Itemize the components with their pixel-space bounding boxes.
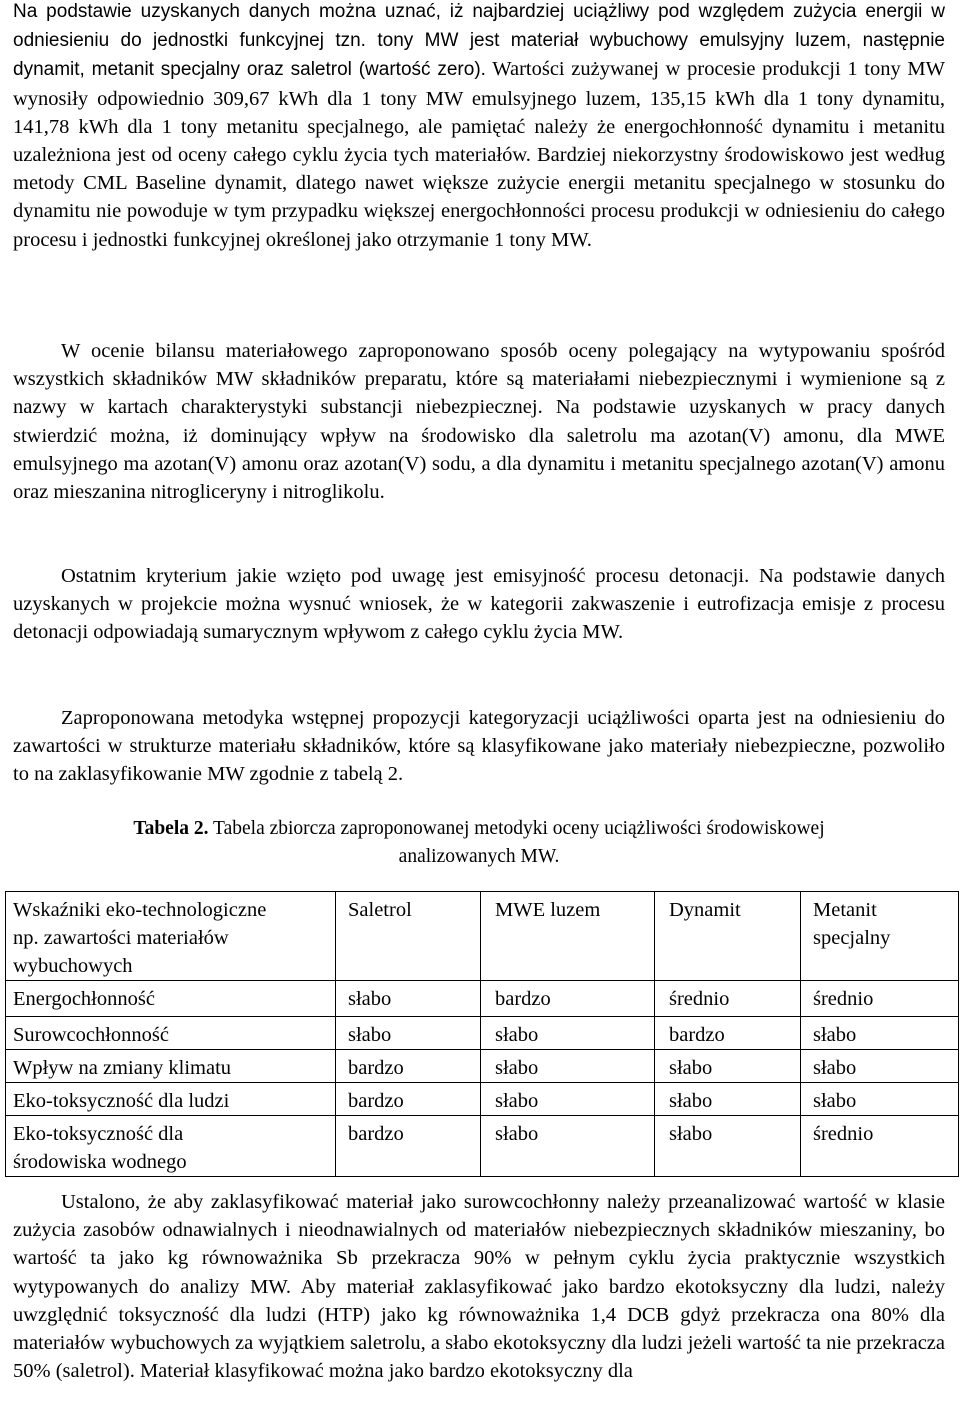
header-dynamit: Dynamit — [655, 892, 801, 981]
header-indicators-line2: np. zawartości materiałów — [13, 927, 229, 949]
table-row — [6, 1050, 959, 1083]
cell-metanit: średnio — [801, 1116, 959, 1177]
row-label: Wpływ na zmiany klimatu — [6, 1050, 336, 1083]
table-row — [6, 981, 959, 1017]
cell-dynamit: słabo — [655, 1116, 801, 1177]
cell-dynamit: średnio — [655, 981, 801, 1017]
table-caption — [13, 815, 945, 871]
cell-mwe: słabo — [481, 1116, 655, 1177]
paragraph-classification: Ustalono, że aby zaklasyfikować materiał jako surowcochłonny należy przeanalizować wartość w klasie zużycia zasobów odnawialnych i nieodnawialnych od materiałów niebezpiecznych składników mieszaniny, bo wartość ta jako kg równoważnika Sb przekracza 90% w pełnym cyklu życia praktycznie wszystkich wytypowanych do analizy MW. Aby materiał zaklasyfikować jako bardzo ekotoksyczny dla ludzi, należy uwzględnić toksyczność dla ludzi (HTP) jako kg równoważnika 1,4 DCB gdyż przekracza ona 80% dla materiałów wybuchowych za wyjątkiem saletrolu, a słabo ekotoksyczny dla ludzi jeżeli wartość ta nie przekracza 50% (saletrol). Materiał klasyfikować można jako bardzo ekotoksyczny dla — [13, 1191, 945, 1383]
header-indicators — [6, 892, 336, 981]
paragraph-energy — [13, 0, 945, 254]
table-caption-line2: analizowanych MW. — [398, 846, 560, 867]
header-mwe: MWE luzem — [481, 892, 655, 981]
cell-metanit: słabo — [801, 1050, 959, 1083]
cell-metanit: słabo — [801, 1083, 959, 1116]
header-indicators-line3: wybuchowych — [13, 955, 133, 977]
table-row — [6, 1116, 959, 1177]
cell-dynamit: bardzo — [655, 1017, 801, 1050]
table-caption-text: Tabela zbiorcza zaproponowanej metodyki oceny uciążliwości środowiskowej — [208, 818, 825, 839]
header-saletrol: Saletrol — [336, 892, 481, 981]
cell-metanit: średnio — [801, 981, 959, 1017]
cell-saletrol: słabo — [336, 981, 481, 1017]
table-row — [6, 1017, 959, 1050]
table-header-row — [6, 892, 959, 981]
paragraph-material-balance: W ocenie bilansu materiałowego zaproponowano sposób oceny polegający na wytypowaniu spośród wszystkich składników MW składników preparatu, które są materiałami niebezpiecznymi i wymienione są z nazwy w kartach charakterystyki substancji niebezpiecznej. Na podstawie uzyskanych w pracy danych stwierdzić można, iż dominujący wpływ na środowisko dla saletrolu ma azotan(V) amonu, dla MWE emulsyjnego ma azotan(V) amonu oraz azotan(V) sodu, a dla dynamitu i metanitu specjalnego azotan(V) amonu oraz mieszanina nitrogliceryny i nitroglikolu. — [13, 340, 945, 504]
row-label: Eko-toksyczność dla ludzi — [6, 1083, 336, 1116]
row-label: Surowcochłonność — [6, 1017, 336, 1050]
table-caption-line1 — [13, 815, 945, 843]
table-caption-label: Tabela 2. — [133, 818, 209, 839]
header-metanit-line2: specjalny — [813, 927, 891, 949]
cell-saletrol: bardzo — [336, 1050, 481, 1083]
header-indicators-line1: Wskaźniki eko-technologiczne — [13, 899, 267, 921]
paragraph-detonation: Ostatnim kryterium jakie wzięto pod uwagę jest emisyjność procesu detonacji. Na podstawie danych uzyskanych w projekcie można wysnuć wniosek, że w kategorii zakwaszenie i eutrofizacja emisje z procesu detonacji odpowiadają sumarycznym wpływom z całego cyklu życia MW. — [13, 565, 945, 644]
cell-mwe: bardzo — [481, 981, 655, 1017]
summary-table — [5, 891, 959, 1177]
paragraph-energy-part1: Na podstawie uzyskanych danych można uznać, iż najbardziej uciążliwy pod względem zużycia energii w odniesieniu do jednostki funkcyjnej tzn. tony MW jest materiał wybuchowy emulsyjny luzem, następnie dynamit, metanit specjalny oraz saletrol (wartość zero). — [13, 1, 945, 81]
row-label — [6, 1116, 336, 1177]
cell-saletrol: słabo — [336, 1017, 481, 1050]
row-label-line2: środowiska wodnego — [13, 1151, 187, 1173]
table-row — [6, 1083, 959, 1116]
header-metanit-line1: Metanit — [813, 899, 877, 921]
paragraph-methodology: Zaproponowana metodyka wstępnej propozycji kategoryzacji uciążliwości oparta jest na odniesieniu do zawartości w strukturze materiału składników, które są klasyfikowane jako materiały niebezpieczne, pozwoliło to na zaklasyfikowanie MW zgodnie z tabelą 2. — [13, 707, 945, 786]
cell-mwe: słabo — [481, 1050, 655, 1083]
cell-mwe: słabo — [481, 1083, 655, 1116]
cell-dynamit: słabo — [655, 1050, 801, 1083]
paragraph-energy-part2: Wartości zużywanej w procesie produkcji 1 tony MW wynosiły odpowiednio 309,67 kWh dla 1 tony MW emulsyjnego luzem, 135,15 kWh dla 1 tony dynamitu, 141,78 kWh dla 1 tony metanitu specjalnego, ale pamiętać należy że energochłonność dynamitu i metanitu uzależniona jest od oceny całego cyklu życia tych materiałów. — [13, 58, 946, 167]
row-label: Energochłonność — [6, 981, 336, 1017]
row-label-line1: Eko-toksyczność dla — [13, 1123, 184, 1145]
cell-saletrol: bardzo — [336, 1116, 481, 1177]
cell-saletrol: bardzo — [336, 1083, 481, 1116]
header-metanit — [801, 892, 959, 981]
cell-dynamit: słabo — [655, 1083, 801, 1116]
cell-mwe: słabo — [481, 1017, 655, 1050]
cell-metanit: słabo — [801, 1017, 959, 1050]
paragraph-energy-part3: Bardziej niekorzystny środowiskowo jest według metody CML Baseline dynamit, dlatego nawet większe zużycie energii metanitu specjalnego w stosunku do dynamitu nie powoduje w tym przypadku większej energochłonności procesu produkcji w odniesieniu do całego procesu i jednostki funkcyjnej określonej jako otrzymanie 1 tony MW. — [13, 144, 946, 251]
